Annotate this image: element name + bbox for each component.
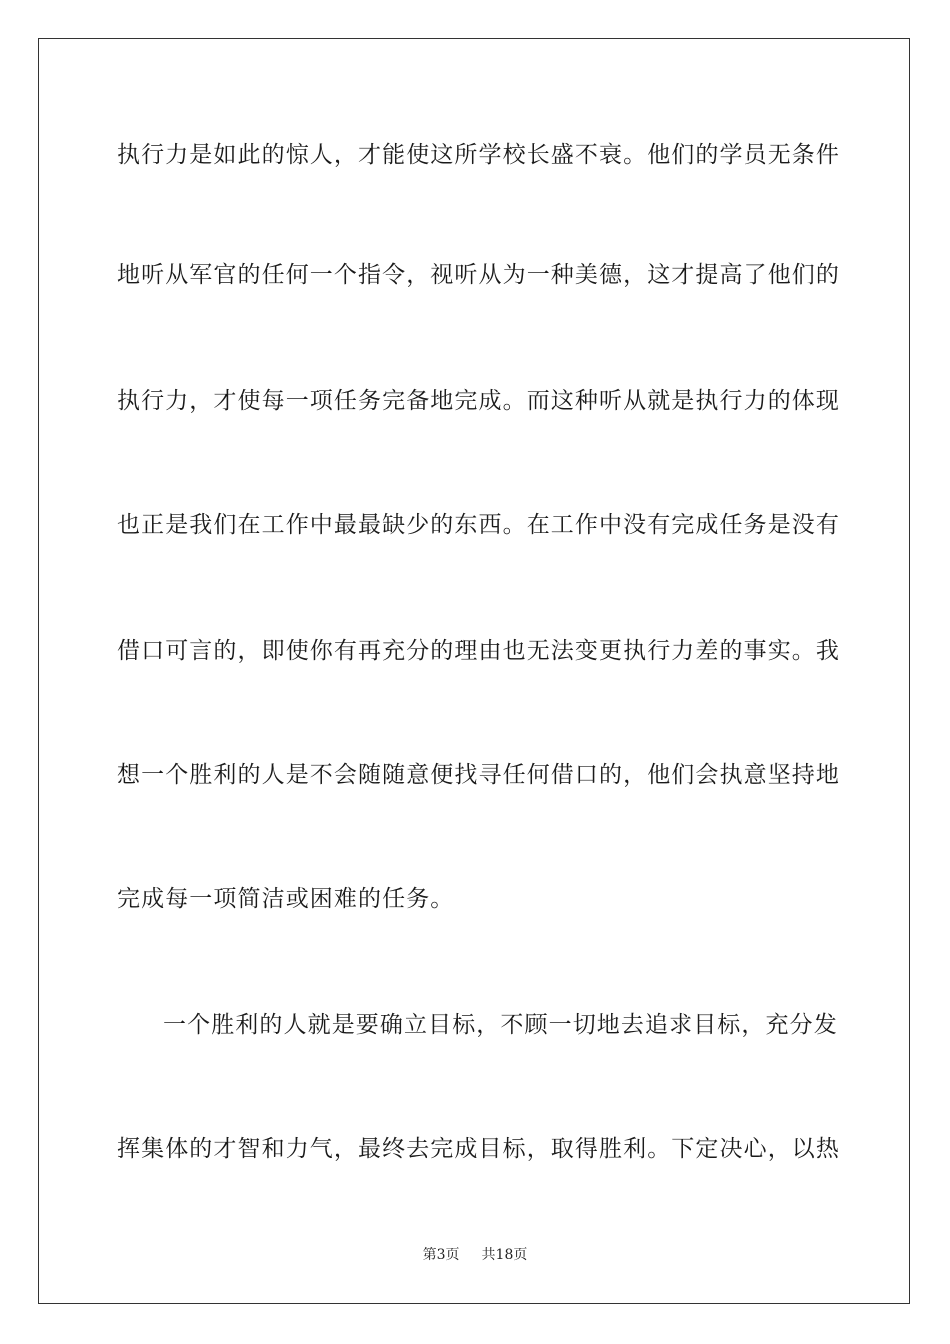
text-line-paragraph-start: 一个胜利的人就是要确立目标，不顾一切地去追求目标，充分发 — [163, 1012, 838, 1038]
text-line: 执行力，才使每一项任务完备地完成。而这种听从就是执行力的体现 — [117, 388, 840, 414]
text-line-paragraph-end: 完成每一项简洁或困难的任务。 — [117, 886, 455, 912]
page-footer — [0, 1246, 950, 1264]
text-line: 想一个胜利的人是不会随随意便找寻任何借口的，他们会执意坚持地 — [117, 762, 840, 788]
page-number: 第3页 — [422, 1247, 460, 1263]
text-line: 执行力是如此的惊人，才能使这所学校长盛不衰。他们的学员无条件 — [117, 142, 840, 168]
text-line: 借口可言的，即使你有再充分的理由也无法变更执行力差的事实。我 — [117, 638, 840, 664]
text-line: 也正是我们在工作中最最缺少的东西。在工作中没有完成任务是没有 — [117, 512, 840, 538]
page-total: 共18页 — [481, 1247, 528, 1263]
page-frame — [38, 38, 910, 1304]
text-line: 挥集体的才智和力气，最终去完成目标，取得胜利。下定决心，以热 — [117, 1136, 840, 1162]
text-line: 地听从军官的任何一个指令，视听从为一种美德，这才提高了他们的 — [117, 262, 840, 288]
